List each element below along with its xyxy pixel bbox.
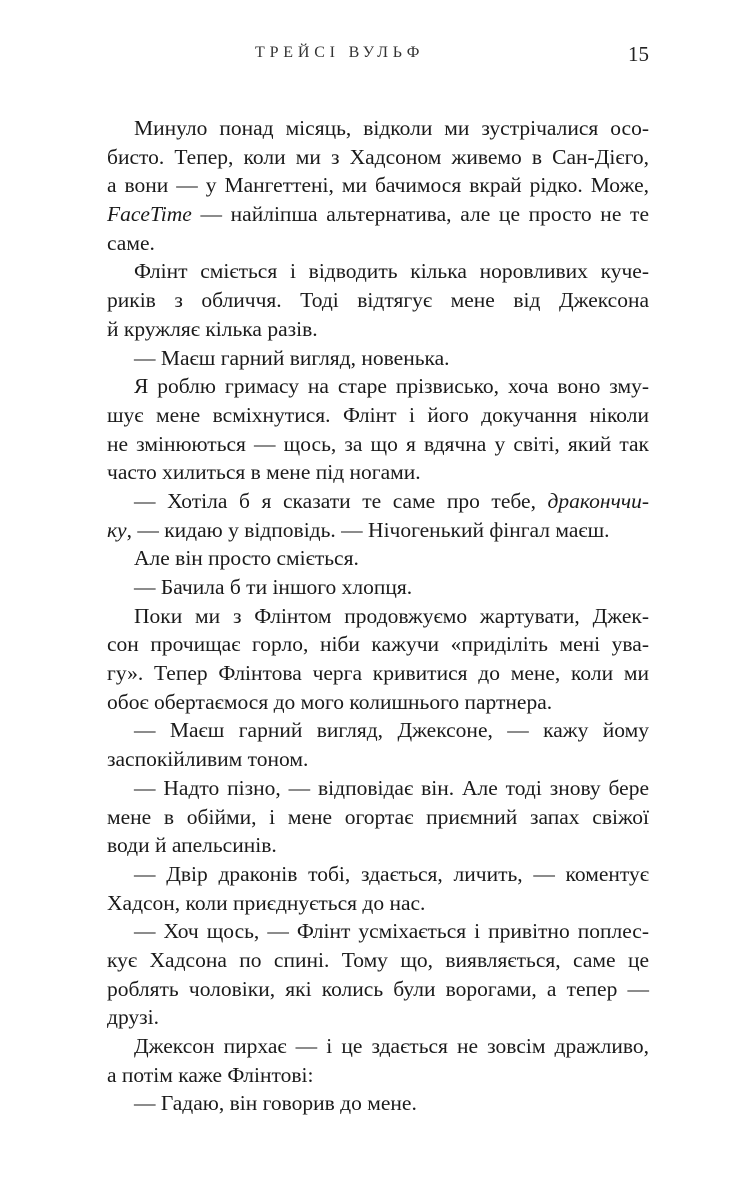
text-line: Джексон пирхає — і це здається не зовсім дражливо, [134, 1034, 649, 1058]
text-line: Я роблю гримасу на старе прізвисько, хоча воно зму- [134, 374, 649, 399]
text-line: роблять чоловіки, які колись були ворогами, а тепер — [107, 976, 649, 1001]
text-line: — Бачила б ти іншого хлопця. [134, 575, 413, 599]
text-line: сон прочищає горло, ніби кажучи «приділіть мені ува- [107, 632, 649, 657]
italic-text: драконччи- [547, 488, 649, 513]
text-line: — Гадаю, він говорив до мене. [134, 1091, 417, 1116]
italic-text: FaceTime [107, 202, 192, 227]
text-line: — Хотіла б я сказати те саме про тебе, драконччи- [134, 488, 649, 513]
text-line: Минуло понад місяць, відколи ми зустрічалися осо- [134, 116, 649, 140]
text-line: Хадсон, коли приєднується до нас. [107, 890, 426, 915]
page-number: 15 [628, 42, 649, 66]
text-line: — Маєш гарний вигляд, Джексоне, — кажу йому [134, 718, 649, 743]
text-line: часто хилиться в мене під ногами. [107, 460, 421, 485]
text-line: саме. [107, 230, 155, 255]
text-line: ку, — кидаю у відповідь. — Нічогенький фінгал маєш. [107, 517, 610, 542]
text-line: — Двір драконів тобі, здається, личить, — коментує [134, 861, 649, 886]
text-line: а вони — у Мангеттені, ми бачимося вкрай рідко. Може, [107, 173, 649, 198]
text-line: мене в обійми, і мене огортає приємний запах свіжої [107, 804, 649, 829]
text-line: FaceTime — найліпша альтернатива, але це просто не те [107, 202, 649, 227]
text-line: заспокійливим тоном. [107, 747, 309, 772]
text-line: риків з обличчя. Тоді відтягує мене від Джексона [107, 288, 649, 313]
text-line: Поки ми з Флінтом продовжуємо жартувати, Джек- [134, 603, 649, 628]
text-line: бисто. Тепер, коли ми з Хадсоном живемо в Сан-Дієго, [107, 144, 649, 169]
text-line: — Надто пізно, — відповідає він. Але тоді знову бере [134, 775, 649, 800]
text-line: Флінт сміється і відводить кілька норовливих куче- [134, 259, 649, 284]
running-head-author: ТРЕЙСІ ВУЛЬФ [255, 44, 425, 61]
text-line: Але він просто сміється. [134, 546, 359, 571]
text-line: — Маєш гарний вигляд, новенька. [134, 345, 450, 370]
text-line: не змінюються — щось, за що я вдячна у світі, який так [107, 431, 649, 456]
text-line: й кружляє кілька разів. [107, 316, 318, 341]
text-line: гу». Тепер Флінтова черга кривитися до мене, коли ми [107, 661, 649, 686]
italic-text: ку [107, 517, 127, 542]
running-header [0, 40, 756, 70]
body-text [107, 114, 649, 1118]
text-line: кує Хадсона по спині. Тому що, виявляється, саме це [107, 947, 649, 972]
text-line: обоє обертаємося до мого колишнього партнера. [107, 689, 553, 714]
text-line: води й апельсинів. [107, 833, 277, 858]
text-line: шує мене всміхнутися. Флінт і його докучання ніколи [107, 402, 649, 427]
text-line: а потім каже Флінтові: [107, 1062, 314, 1087]
text-line: — Хоч щось, — Флінт усміхається і привітно поплес- [134, 919, 649, 944]
text-line: друзі. [107, 1005, 159, 1030]
